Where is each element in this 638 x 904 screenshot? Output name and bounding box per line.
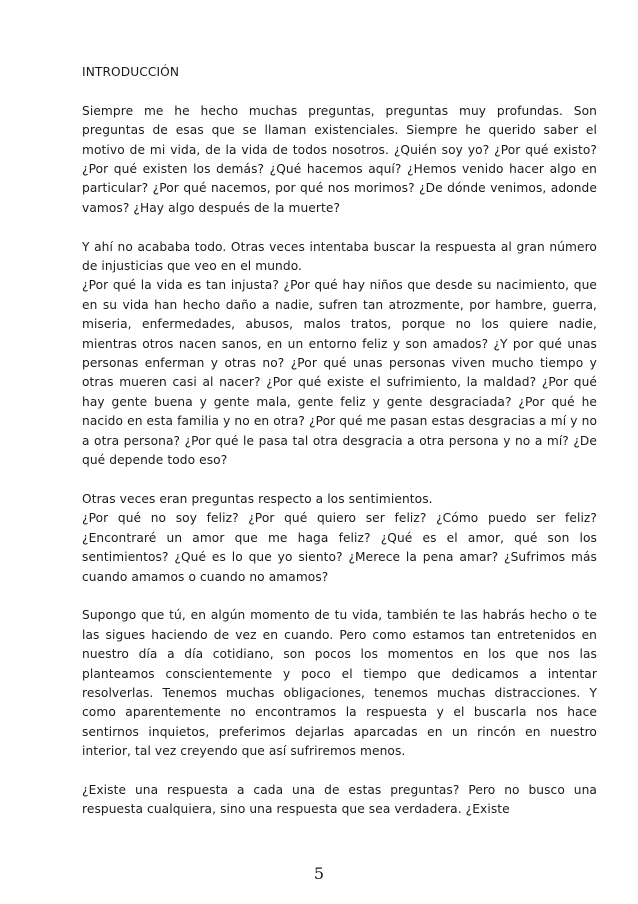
paragraph-sentimientos-preguntas: ¿Por qué no soy feliz? ¿Por qué quiero ser feliz? ¿Cómo puedo ser feliz? ¿Encontraré un amor que me haga feliz? ¿Qué es el amor, qué son los sentimientos? ¿Qué es lo que yo siento? ¿Merece la pena amar? ¿Sufrimos más cuando amamos o cuando no amamos? bbox=[82, 511, 597, 584]
paragraph-gap bbox=[82, 587, 597, 606]
paragraph-preguntas-existenciales: Siempre me he hecho muchas preguntas, preguntas muy profundas. Son preguntas de esas que se llaman existenciales. Siempre he querido saber el motivo de mi vida, de la vida de todos nosotros. ¿Quién soy yo? ¿Por qué existo? ¿Por qué existen los demás? ¿Qué hacemos aquí? ¿Hemos venido hacer algo en particular? ¿Por qué nacemos, por qué nos morimos? ¿De dónde venimos, adonde vamos? ¿Hay algo después de la muerte? bbox=[82, 103, 597, 215]
paragraph-injusticias-preguntas: ¿Por qué la vida es tan injusta? ¿Por qué hay niños que desde su nacimiento, que en su vida han hecho daño a nadie, sufren tan atrozmente, por hambre, guerra, miseria, enfermedades, abusos, malos tratos, porque no los quiere nadie, mientras otros nacen sanos, en un entorno feliz y son amados? ¿Y por qué unas personas enferman y otras no? ¿Por qué unas personas viven mucho tiempo y otras mueren casi al nacer? ¿Por qué existe el sufrimiento, la maldad? ¿Por qué hay gente buena y gente mala, gente feliz y gente desgraciada? ¿Por qué he nacido en esta familia y no en otra? ¿Por qué me pasan estas desgracias a mí y no a otra persona? ¿Por qué le pasa tal otra desgracia a otra persona y no a mí? ¿De qué depende todo eso? bbox=[82, 278, 597, 468]
paragraph-supongo: Supongo que tú, en algún momento de tu vida, también te las habrás hecho o te las sigues haciendo de vez en cuando. Pero como estamos tan entretenidos en nuestro día a día cotidiano, son pocos los momentos en los que nos las planteamos conscientemente y poco el tiempo que dedicamos a intentar resolverlas. Tenemos muchas obligaciones, tenemos muchas distracciones. Y como aparentemente no encontramos la respuesta y el buscarla nos hace sentirnos inquietos, preferimos dejarlas aparcadas en un rincón en nuestro interior, tal vez creyendo que así sufriremos menos. bbox=[82, 608, 597, 759]
paragraph-existe-respuesta: ¿Existe una respuesta a cada una de estas preguntas? Pero no busco una respuesta cualquiera, sino una respuesta que sea verdadera. ¿Existe bbox=[82, 782, 597, 817]
paragraph-gap bbox=[82, 762, 597, 781]
page-heading: INTRODUCCIÓN bbox=[82, 65, 180, 79]
page-number: 5 bbox=[313, 864, 325, 883]
paragraph-gap bbox=[82, 471, 597, 490]
paragraph-sentimientos-intro: Otras veces eran preguntas respecto a los sentimientos. bbox=[82, 491, 433, 506]
page-content bbox=[82, 63, 597, 820]
paragraph-gap bbox=[82, 218, 597, 237]
paragraph-injusticias-intro: Y ahí no acababa todo. Otras veces intentaba buscar la respuesta al gran número de injusticias que veo en el mundo. bbox=[82, 239, 597, 274]
